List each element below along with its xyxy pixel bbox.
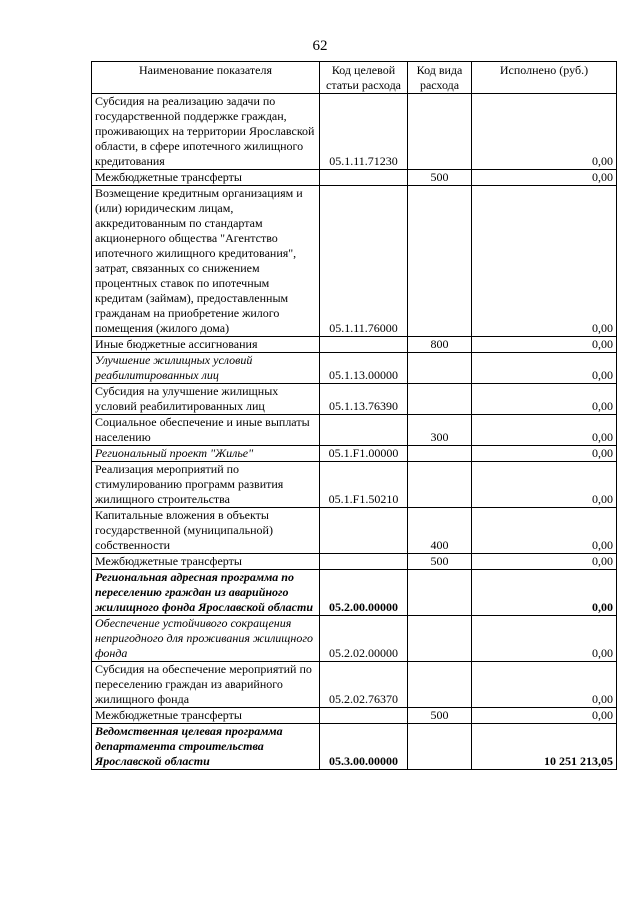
cell-executed-amount: 0,00 [472, 337, 617, 353]
table-body [92, 94, 617, 770]
cell-executed-amount: 0,00 [472, 570, 617, 616]
cell-indicator-name: Реализация мероприятий по стимулированию программ развития жилищного строительства [92, 462, 320, 508]
cell-kind-code [408, 724, 472, 770]
cell-kind-code [408, 186, 472, 337]
cell-indicator-name: Региональный проект "Жилье" [92, 446, 320, 462]
table-row [92, 724, 617, 770]
cell-target-code [320, 337, 408, 353]
table-header-row [92, 62, 617, 94]
table-row [92, 570, 617, 616]
cell-executed-amount: 0,00 [472, 462, 617, 508]
cell-kind-code: 500 [408, 708, 472, 724]
cell-indicator-name: Субсидия на обеспечение мероприятий по переселению граждан из аварийного жилищного фонда [92, 662, 320, 708]
cell-target-code [320, 554, 408, 570]
cell-indicator-name: Улучшение жилищных условий реабилитированных лиц [92, 353, 320, 384]
cell-kind-code: 400 [408, 508, 472, 554]
cell-kind-code [408, 94, 472, 170]
cell-target-code [320, 415, 408, 446]
cell-target-code: 05.2.02.00000 [320, 616, 408, 662]
cell-kind-code [408, 616, 472, 662]
cell-indicator-name: Капитальные вложения в объекты государственной (муниципальной) собственности [92, 508, 320, 554]
cell-indicator-name: Субсидия на улучшение жилищных условий реабилитированных лиц [92, 384, 320, 415]
cell-target-code: 05.1.F1.50210 [320, 462, 408, 508]
cell-indicator-name: Социальное обеспечение и иные выплаты населению [92, 415, 320, 446]
cell-executed-amount: 0,00 [472, 508, 617, 554]
cell-executed-amount: 0,00 [472, 554, 617, 570]
cell-kind-code: 800 [408, 337, 472, 353]
cell-target-code: 05.1.11.71230 [320, 94, 408, 170]
table-row [92, 353, 617, 384]
cell-target-code [320, 708, 408, 724]
cell-executed-amount: 0,00 [472, 415, 617, 446]
cell-target-code [320, 508, 408, 554]
cell-target-code: 05.2.02.76370 [320, 662, 408, 708]
table-row [92, 662, 617, 708]
cell-indicator-name: Межбюджетные трансферты [92, 170, 320, 186]
table-row [92, 708, 617, 724]
table-row [92, 94, 617, 170]
cell-indicator-name: Межбюджетные трансферты [92, 554, 320, 570]
cell-executed-amount: 0,00 [472, 353, 617, 384]
cell-target-code: 05.1.13.76390 [320, 384, 408, 415]
cell-indicator-name: Возмещение кредитным организациям и (или) юридическим лицам, аккредитованным по стандартам акционерного общества "Агентство ипотечного жилищного кредитования", затрат, связанных со снижением процентных ставок по ипотечным кредитам (займам), предоставленным гражданам на приобретение жилого помещения (жилого дома) [92, 186, 320, 337]
cell-executed-amount: 0,00 [472, 708, 617, 724]
table-row [92, 170, 617, 186]
header-kind-code: Код вида расхода [408, 62, 472, 94]
table-row [92, 554, 617, 570]
table-row [92, 384, 617, 415]
cell-target-code: 05.1.F1.00000 [320, 446, 408, 462]
table-row [92, 337, 617, 353]
cell-kind-code [408, 462, 472, 508]
cell-target-code: 05.2.00.00000 [320, 570, 408, 616]
cell-target-code: 05.3.00.00000 [320, 724, 408, 770]
cell-executed-amount: 0,00 [472, 384, 617, 415]
cell-indicator-name: Ведомственная целевая программа департамента строительства Ярославской области [92, 724, 320, 770]
table-row [92, 462, 617, 508]
cell-indicator-name: Региональная адресная программа по переселению граждан из аварийного жилищного фонда Ярославской области [92, 570, 320, 616]
cell-kind-code [408, 570, 472, 616]
cell-kind-code: 300 [408, 415, 472, 446]
table-row [92, 616, 617, 662]
cell-executed-amount: 0,00 [472, 170, 617, 186]
cell-executed-amount: 0,00 [472, 662, 617, 708]
table-row [92, 508, 617, 554]
cell-executed-amount: 10 251 213,05 [472, 724, 617, 770]
cell-indicator-name: Межбюджетные трансферты [92, 708, 320, 724]
page-number: 62 [312, 38, 328, 54]
cell-kind-code [408, 384, 472, 415]
header-target-code: Код целевой статьи расхода [320, 62, 408, 94]
cell-executed-amount: 0,00 [472, 186, 617, 337]
cell-executed-amount: 0,00 [472, 94, 617, 170]
budget-execution-table [91, 61, 617, 770]
cell-kind-code [408, 446, 472, 462]
header-indicator-name: Наименование показателя [92, 62, 320, 94]
table-row [92, 415, 617, 446]
table-row [92, 446, 617, 462]
cell-target-code [320, 170, 408, 186]
cell-indicator-name: Субсидия на реализацию задачи по государственной поддержке граждан, проживающих на территории Ярославской области, в сфере ипотечного жилищного кредитования [92, 94, 320, 170]
cell-executed-amount: 0,00 [472, 616, 617, 662]
table-row [92, 186, 617, 337]
cell-target-code: 05.1.11.76000 [320, 186, 408, 337]
cell-kind-code [408, 662, 472, 708]
header-executed-amount: Исполнено (руб.) [472, 62, 617, 94]
cell-kind-code: 500 [408, 170, 472, 186]
cell-indicator-name: Иные бюджетные ассигнования [92, 337, 320, 353]
cell-kind-code [408, 353, 472, 384]
cell-executed-amount: 0,00 [472, 446, 617, 462]
cell-indicator-name: Обеспечение устойчивого сокращения непригодного для проживания жилищного фонда [92, 616, 320, 662]
cell-kind-code: 500 [408, 554, 472, 570]
cell-target-code: 05.1.13.00000 [320, 353, 408, 384]
